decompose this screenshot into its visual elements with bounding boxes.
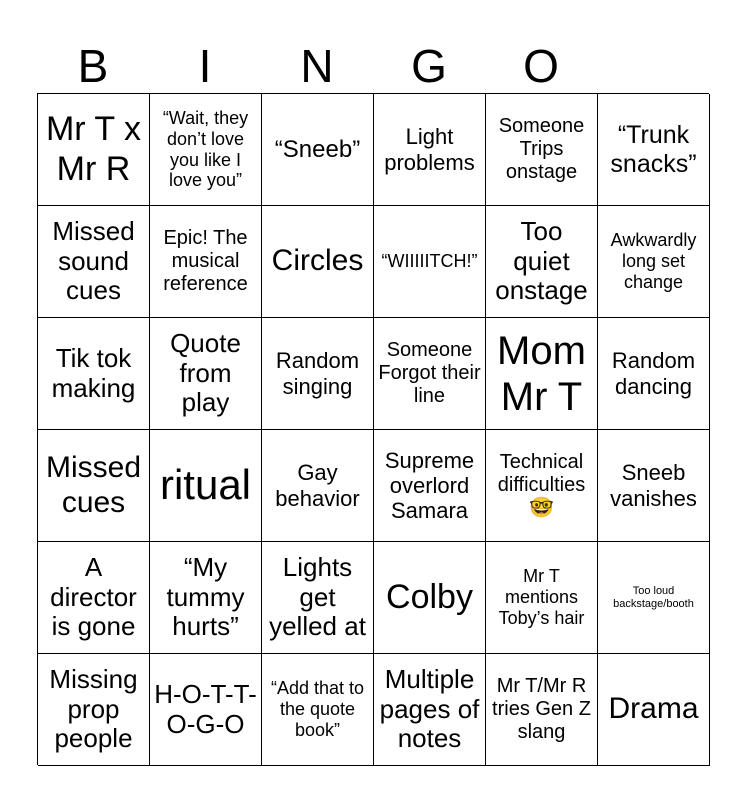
bingo-cell[interactable]: Mr T mentions Toby’s hair	[486, 542, 598, 654]
bingo-cell[interactable]: Supreme overlord Samara	[374, 430, 486, 542]
bingo-cell[interactable]: “Add that to the quote book”	[262, 654, 374, 766]
bingo-cell[interactable]: Missed cues	[38, 430, 150, 542]
bingo-cell[interactable]: H-O-T-T-O-G-O	[150, 654, 262, 766]
bingo-cell[interactable]: A director is gone	[38, 542, 150, 654]
bingo-cell[interactable]: Epic! The musical reference	[150, 206, 262, 318]
bingo-cell[interactable]: “My tummy hurts”	[150, 542, 262, 654]
bingo-cell[interactable]: Missed sound cues	[38, 206, 150, 318]
bingo-cell[interactable]: Random singing	[262, 318, 374, 430]
bingo-cell[interactable]: Technical difficulties 🤓	[486, 430, 598, 542]
bingo-cell[interactable]: Too loud backstage/booth	[598, 542, 710, 654]
bingo-cell[interactable]: Colby	[374, 542, 486, 654]
bingo-cell[interactable]: Tik tok making	[38, 318, 150, 430]
bingo-cell[interactable]: Someone Trips onstage	[486, 94, 598, 206]
bingo-cell[interactable]: Light problems	[374, 94, 486, 206]
bingo-cell[interactable]: Mr T x Mr R	[38, 94, 150, 206]
bingo-cell[interactable]: ritual	[150, 430, 262, 542]
bingo-cell[interactable]: Random dancing	[598, 318, 710, 430]
bingo-cell[interactable]: Awkwardly long set change	[598, 206, 710, 318]
bingo-cell[interactable]: Too quiet onstage	[486, 206, 598, 318]
bingo-cell[interactable]: Multiple pages of notes	[374, 654, 486, 766]
bingo-cell[interactable]: Someone Forgot their line	[374, 318, 486, 430]
header-letter-i: I	[198, 40, 212, 92]
header-letter-n: N	[300, 40, 334, 92]
bingo-board	[37, 93, 709, 765]
bingo-cell[interactable]: Mom Mr T	[486, 318, 598, 430]
header-letter-g: G	[411, 40, 447, 92]
bingo-cell[interactable]: Missing prop people	[38, 654, 150, 766]
bingo-cell[interactable]: Mr T/Mr R tries Gen Z slang	[486, 654, 598, 766]
bingo-cell[interactable]: Lights get yelled at	[262, 542, 374, 654]
bingo-cell[interactable]: “Sneeb”	[262, 94, 374, 206]
bingo-cell[interactable]: Sneeb vanishes	[598, 430, 710, 542]
bingo-cell[interactable]: Drama	[598, 654, 710, 766]
header-letter-b: B	[77, 40, 109, 92]
bingo-cell[interactable]: Quote from play	[150, 318, 262, 430]
bingo-cell[interactable]: “WIIIIITCH!”	[374, 206, 486, 318]
bingo-cell[interactable]: Gay behavior	[262, 430, 374, 542]
bingo-cell[interactable]: “Wait, they don’t love you like I love you”	[150, 94, 262, 206]
header-letter-o: O	[523, 40, 559, 92]
bingo-header	[37, 38, 709, 94]
bingo-cell[interactable]: Circles	[262, 206, 374, 318]
bingo-cell[interactable]: “Trunk snacks”	[598, 94, 710, 206]
